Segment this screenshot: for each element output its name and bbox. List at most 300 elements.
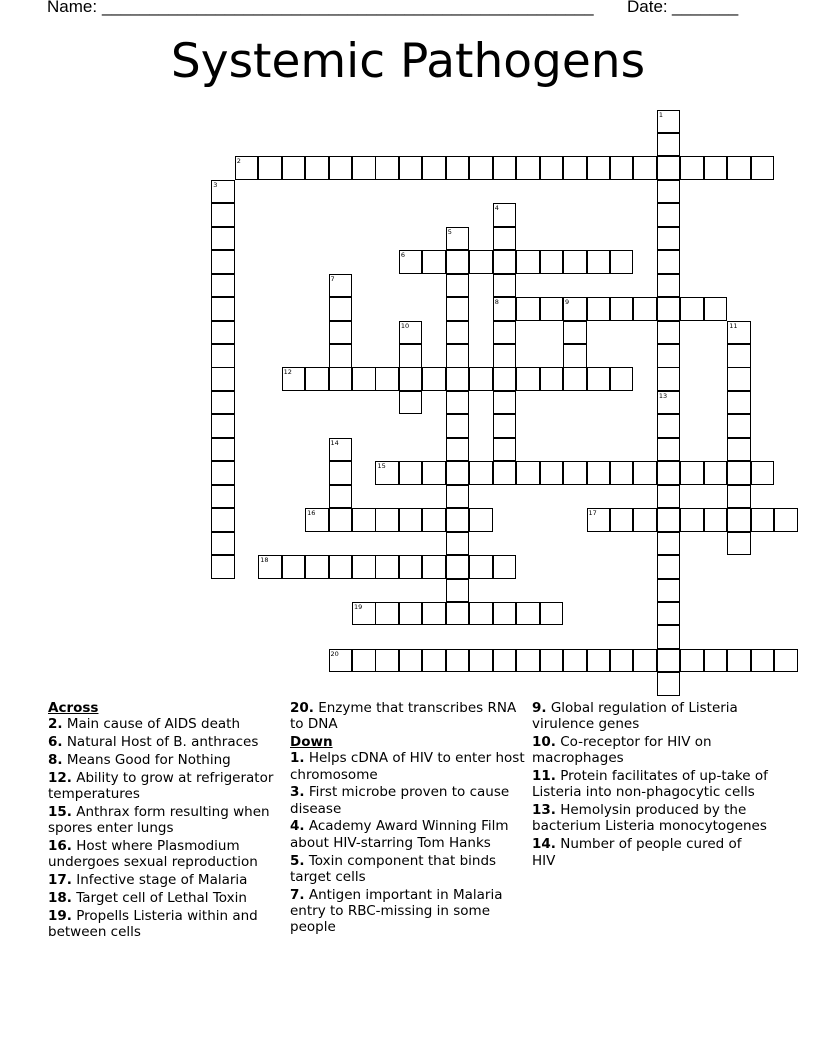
clue-text: Helps cDNA of HIV to enter host chromosome	[290, 750, 525, 783]
grid-cell[interactable]	[446, 250, 470, 274]
grid-cell[interactable]	[540, 297, 564, 321]
grid-cell[interactable]	[657, 133, 681, 157]
grid-cell[interactable]	[657, 297, 681, 321]
grid-cell[interactable]	[657, 414, 681, 438]
name-line[interactable]: ____________________________________________________	[102, 0, 594, 16]
clue-column-3	[532, 700, 768, 870]
grid-cell[interactable]	[469, 367, 493, 391]
grid-cell[interactable]	[399, 367, 423, 391]
grid-cell[interactable]	[493, 555, 517, 579]
down-clue	[290, 818, 526, 850]
grid-cell[interactable]	[563, 156, 587, 180]
clue-number-label: 6	[400, 251, 406, 260]
grid-cell[interactable]	[657, 555, 681, 579]
grid-cell[interactable]	[774, 649, 798, 673]
grid-cell[interactable]	[493, 391, 517, 415]
clue-number: 8.	[48, 751, 63, 768]
grid-cell[interactable]	[446, 227, 470, 251]
grid-cell[interactable]	[446, 367, 470, 391]
date-line[interactable]: _______	[672, 0, 739, 16]
grid-cell[interactable]	[680, 156, 704, 180]
grid-cell[interactable]	[399, 461, 423, 485]
grid-cell[interactable]	[446, 579, 470, 603]
grid-cell[interactable]	[727, 438, 751, 462]
grid-cell[interactable]	[422, 555, 446, 579]
grid-cell[interactable]	[563, 649, 587, 673]
clue-number: 16.	[48, 838, 72, 855]
grid-cell[interactable]	[516, 367, 540, 391]
across-clue	[48, 908, 284, 940]
grid-cell[interactable]	[211, 344, 235, 368]
grid-cell[interactable]	[587, 367, 611, 391]
grid-cell[interactable]	[446, 321, 470, 345]
grid-cell[interactable]	[211, 555, 235, 579]
grid-cell[interactable]	[422, 602, 446, 626]
grid-cell[interactable]	[258, 555, 282, 579]
grid-cell[interactable]	[657, 602, 681, 626]
grid-cell[interactable]	[305, 555, 329, 579]
clue-text: Co-receptor for HIV on macrophages	[532, 734, 712, 767]
grid-cell[interactable]	[587, 156, 611, 180]
grid-cell[interactable]	[211, 438, 235, 462]
grid-cell[interactable]	[446, 602, 470, 626]
down-clue	[532, 802, 768, 834]
grid-cell[interactable]	[211, 391, 235, 415]
grid-cell[interactable]	[493, 414, 517, 438]
clue-number-label: 9	[565, 298, 570, 307]
grid-cell[interactable]	[704, 508, 728, 532]
grid-cell[interactable]	[610, 156, 634, 180]
grid-cell[interactable]	[446, 297, 470, 321]
grid-cell[interactable]	[727, 461, 751, 485]
grid-cell[interactable]	[329, 321, 353, 345]
grid-cell[interactable]	[587, 461, 611, 485]
clue-text: Infective stage of Malaria	[76, 872, 248, 889]
grid-cell[interactable]	[399, 555, 423, 579]
grid-cell[interactable]	[704, 649, 728, 673]
grid-cell[interactable]	[610, 297, 634, 321]
clue-number: 5.	[290, 852, 305, 869]
clue-number: 20.	[290, 700, 314, 716]
grid-cell[interactable]	[422, 367, 446, 391]
down-clue-list-continued	[532, 700, 768, 869]
grid-cell[interactable]	[516, 250, 540, 274]
grid-cell[interactable]	[657, 438, 681, 462]
grid-cell[interactable]	[610, 367, 634, 391]
clue-number-label: 15	[377, 462, 386, 471]
grid-cell[interactable]	[399, 649, 423, 673]
clue-number-label: 5	[447, 227, 452, 236]
grid-cell[interactable]	[587, 297, 611, 321]
across-clue-list	[48, 716, 284, 940]
grid-cell[interactable]	[633, 461, 657, 485]
grid-cell[interactable]	[657, 508, 681, 532]
clue-number-label: 3	[213, 180, 218, 189]
grid-cell[interactable]	[493, 602, 517, 626]
clue-number: 1.	[290, 750, 305, 767]
across-clue	[48, 716, 284, 732]
grid-cell[interactable]	[329, 367, 353, 391]
grid-cell[interactable]	[657, 532, 681, 556]
grid-cell[interactable]	[329, 461, 353, 485]
grid-cell[interactable]	[563, 344, 587, 368]
grid-cell[interactable]	[446, 508, 470, 532]
grid-cell[interactable]	[211, 297, 235, 321]
grid-cell[interactable]	[258, 156, 282, 180]
clue-text: Academy Award Winning Film about HIV-starring Tom Hanks	[290, 818, 509, 851]
grid-cell[interactable]	[493, 274, 517, 298]
clue-number-label: 7	[330, 274, 335, 283]
grid-cell[interactable]	[211, 367, 235, 391]
grid-cell[interactable]	[493, 367, 517, 391]
grid-cell[interactable]	[657, 321, 681, 345]
page-title: Systemic Pathogens	[170, 34, 646, 89]
down-heading: Down	[290, 734, 333, 751]
grid-cell[interactable]	[375, 555, 399, 579]
grid-cell[interactable]	[657, 227, 681, 251]
grid-cell[interactable]	[493, 649, 517, 673]
grid-cell[interactable]	[727, 649, 751, 673]
grid-cell[interactable]	[422, 649, 446, 673]
clue-number: 15.	[48, 803, 72, 820]
grid-cell[interactable]	[727, 344, 751, 368]
grid-cell[interactable]	[352, 367, 376, 391]
clue-number-label: 13	[658, 391, 668, 400]
grid-cell[interactable]	[657, 485, 681, 509]
down-clue	[532, 700, 768, 732]
grid-cell[interactable]	[305, 508, 329, 532]
across-clue	[48, 804, 284, 836]
grid-cell[interactable]	[305, 156, 329, 180]
grid-cell[interactable]	[563, 297, 587, 321]
grid-cell[interactable]	[211, 485, 235, 509]
grid-cell[interactable]	[610, 461, 634, 485]
grid-cell[interactable]	[469, 602, 493, 626]
grid-cell[interactable]	[375, 461, 399, 485]
grid-cell[interactable]	[211, 532, 235, 556]
grid-cell[interactable]	[657, 579, 681, 603]
grid-cell[interactable]	[375, 367, 399, 391]
grid-cell[interactable]	[751, 461, 775, 485]
grid-cell[interactable]	[540, 367, 564, 391]
clue-number: 12.	[48, 769, 72, 786]
grid-cell[interactable]	[493, 227, 517, 251]
down-clue-list	[290, 750, 526, 935]
clue-number: 19.	[48, 907, 72, 924]
grid-cell[interactable]	[211, 227, 235, 251]
clue-number: 11.	[532, 768, 556, 785]
grid-cell[interactable]	[211, 321, 235, 345]
grid-cell[interactable]	[680, 649, 704, 673]
clue-number: 18.	[48, 890, 72, 907]
grid-cell[interactable]	[469, 555, 493, 579]
grid-cell[interactable]	[399, 156, 423, 180]
grid-cell[interactable]	[446, 461, 470, 485]
grid-cell[interactable]	[305, 367, 329, 391]
down-clue	[290, 887, 526, 936]
grid-cell[interactable]	[422, 461, 446, 485]
grid-cell[interactable]	[399, 344, 423, 368]
clue-number: 9.	[532, 700, 547, 716]
grid-cell[interactable]	[727, 508, 751, 532]
grid-cell[interactable]	[375, 649, 399, 673]
grid-cell[interactable]	[446, 274, 470, 298]
grid-cell[interactable]	[657, 250, 681, 274]
grid-cell[interactable]	[610, 250, 634, 274]
clue-number-label: 1	[658, 110, 663, 119]
clue-text: Means Good for Nothing	[66, 751, 231, 768]
clue-number-label: 14	[330, 438, 339, 447]
clue-number-label: 12	[283, 368, 292, 377]
grid-cell[interactable]	[540, 649, 564, 673]
clue-text: Target cell of Lethal Toxin	[76, 890, 247, 907]
across-clue	[48, 770, 284, 802]
grid-cell[interactable]	[727, 367, 751, 391]
grid-cell[interactable]	[446, 555, 470, 579]
grid-cell[interactable]	[657, 180, 681, 204]
grid-cell[interactable]	[282, 555, 306, 579]
clue-number: 6.	[48, 734, 63, 751]
grid-cell[interactable]	[469, 250, 493, 274]
grid-cell[interactable]	[774, 508, 798, 532]
grid-cell[interactable]	[657, 203, 681, 227]
grid-cell[interactable]	[540, 250, 564, 274]
grid-cell[interactable]	[657, 649, 681, 673]
grid-cell[interactable]	[493, 250, 517, 274]
clue-text: Main cause of AIDS death	[66, 716, 241, 733]
grid-cell[interactable]	[329, 156, 353, 180]
grid-cell[interactable]	[540, 156, 564, 180]
across-heading: Across	[48, 700, 99, 716]
grid-cell[interactable]	[610, 508, 634, 532]
grid-cell[interactable]	[657, 461, 681, 485]
clue-text: Toxin component that binds target cells	[290, 852, 497, 885]
grid-cell[interactable]	[657, 156, 681, 180]
grid-cell[interactable]	[399, 602, 423, 626]
grid-cell[interactable]	[375, 156, 399, 180]
grid-cell[interactable]	[329, 438, 353, 462]
clue-text: Anthrax form resulting when spores enter lungs	[48, 803, 270, 837]
clue-text: Antigen important in Malaria entry to RBC-missing in some people	[290, 886, 503, 936]
grid-cell[interactable]	[633, 156, 657, 180]
clue-number-label: 16	[307, 509, 316, 518]
grid-cell[interactable]	[329, 297, 353, 321]
clue-number-label: 2	[236, 157, 241, 166]
grid-cell[interactable]	[282, 156, 306, 180]
grid-cell[interactable]	[680, 461, 704, 485]
clue-number: 2.	[48, 716, 63, 733]
grid-cell[interactable]	[493, 438, 517, 462]
grid-cell[interactable]	[469, 461, 493, 485]
grid-cell[interactable]	[727, 391, 751, 415]
clue-number: 14.	[532, 836, 556, 853]
grid-cell[interactable]	[657, 625, 681, 649]
grid-cell[interactable]	[352, 508, 376, 532]
grid-cell[interactable]	[493, 344, 517, 368]
clue-text: Propells Listeria within and between cells	[48, 907, 258, 941]
grid-cell[interactable]	[329, 555, 353, 579]
clue-number-label: 10	[400, 321, 410, 330]
clue-text: Hemolysin produced by the bacterium Listeria monocytogenes	[532, 802, 767, 835]
grid-cell[interactable]	[329, 485, 353, 509]
grid-cell[interactable]	[422, 156, 446, 180]
grid-cell[interactable]	[704, 297, 728, 321]
clue-text: Number of people cured of HIV	[532, 836, 742, 869]
grid-cell[interactable]	[329, 274, 353, 298]
clue-number-label: 19	[354, 602, 363, 611]
grid-cell[interactable]	[446, 532, 470, 556]
clue-text: Host where Plasmodium undergoes sexual reproduction	[48, 838, 258, 871]
grid-cell[interactable]	[563, 461, 587, 485]
grid-cell[interactable]	[540, 602, 564, 626]
grid-cell[interactable]	[657, 672, 681, 696]
grid-cell[interactable]	[446, 438, 470, 462]
grid-cell[interactable]	[563, 250, 587, 274]
grid-cell[interactable]	[563, 367, 587, 391]
grid-cell[interactable]	[727, 485, 751, 509]
clue-text: First microbe proven to cause disease	[290, 784, 510, 817]
grid-cell[interactable]	[352, 555, 376, 579]
clue-text: Ability to grow at refrigerator temperatures	[48, 769, 274, 803]
grid-cell[interactable]	[352, 602, 376, 626]
grid-cell[interactable]	[446, 414, 470, 438]
across-clue	[290, 700, 526, 732]
clue-number: 10.	[532, 734, 556, 751]
grid-cell[interactable]	[657, 367, 681, 391]
grid-cell[interactable]	[727, 532, 751, 556]
grid-cell[interactable]	[493, 156, 517, 180]
grid-cell[interactable]	[657, 391, 681, 415]
across-clue	[48, 890, 284, 906]
grid-cell[interactable]	[422, 508, 446, 532]
clue-number: 7.	[290, 886, 305, 903]
grid-cell[interactable]	[211, 461, 235, 485]
grid-cell[interactable]	[493, 203, 517, 227]
grid-cell[interactable]	[563, 321, 587, 345]
clue-number-label: 17	[588, 509, 597, 518]
down-clue	[290, 784, 526, 816]
name-label: Name:	[47, 0, 98, 16]
grid-cell[interactable]	[446, 344, 470, 368]
grid-cell[interactable]	[211, 508, 235, 532]
clue-column-1	[48, 700, 284, 942]
grid-cell[interactable]	[329, 508, 353, 532]
across-clue	[48, 872, 284, 888]
clue-number-label: 18	[260, 556, 269, 565]
across-clue	[48, 838, 284, 870]
grid-cell[interactable]	[516, 649, 540, 673]
grid-cell[interactable]	[680, 297, 704, 321]
grid-cell[interactable]	[469, 508, 493, 532]
grid-cell[interactable]	[211, 414, 235, 438]
grid-cell[interactable]	[516, 156, 540, 180]
grid-cell[interactable]	[516, 297, 540, 321]
grid-cell[interactable]	[610, 649, 634, 673]
grid-cell[interactable]	[211, 274, 235, 298]
grid-cell[interactable]	[587, 649, 611, 673]
clue-number: 17.	[48, 872, 72, 889]
grid-cell[interactable]	[751, 156, 775, 180]
grid-cell[interactable]	[657, 274, 681, 298]
across-clue	[48, 734, 284, 750]
grid-cell[interactable]	[657, 344, 681, 368]
grid-cell[interactable]	[375, 602, 399, 626]
clue-text: Enzyme that transcribes RNA to DNA	[290, 700, 517, 733]
grid-cell[interactable]	[469, 156, 493, 180]
grid-cell[interactable]	[352, 649, 376, 673]
grid-cell[interactable]	[751, 649, 775, 673]
down-clue	[532, 734, 768, 766]
grid-cell[interactable]	[399, 391, 423, 415]
grid-cell[interactable]	[704, 156, 728, 180]
grid-cell[interactable]	[633, 297, 657, 321]
grid-cell[interactable]	[329, 649, 353, 673]
grid-cell[interactable]	[633, 649, 657, 673]
clue-number-label: 4	[494, 204, 499, 213]
grid-cell[interactable]	[587, 250, 611, 274]
grid-cell[interactable]	[422, 250, 446, 274]
down-clue	[290, 750, 526, 782]
grid-cell[interactable]	[446, 649, 470, 673]
grid-cell[interactable]	[211, 180, 235, 204]
grid-cell[interactable]	[493, 321, 517, 345]
grid-cell[interactable]	[329, 344, 353, 368]
down-clue	[532, 768, 768, 800]
grid-cell[interactable]	[446, 156, 470, 180]
clue-number-label: 8	[494, 298, 499, 307]
grid-cell[interactable]	[211, 250, 235, 274]
grid-cell[interactable]	[375, 508, 399, 532]
grid-cell[interactable]	[446, 391, 470, 415]
grid-cell[interactable]	[446, 485, 470, 509]
grid-cell[interactable]	[493, 461, 517, 485]
grid-cell[interactable]	[469, 649, 493, 673]
clue-number: 4.	[290, 818, 305, 835]
clue-number-label: 20	[330, 649, 339, 658]
grid-cell[interactable]	[751, 508, 775, 532]
grid-cell[interactable]	[211, 203, 235, 227]
down-clue	[532, 836, 768, 868]
grid-cell[interactable]	[704, 461, 728, 485]
grid-cell[interactable]	[587, 508, 611, 532]
grid-cell[interactable]	[399, 508, 423, 532]
grid-cell[interactable]	[516, 602, 540, 626]
clue-number-label: 11	[729, 321, 738, 330]
clue-number: 13.	[532, 802, 556, 819]
grid-cell[interactable]	[516, 461, 540, 485]
grid-cell[interactable]	[352, 156, 376, 180]
grid-cell[interactable]	[235, 156, 259, 180]
grid-cell[interactable]	[727, 414, 751, 438]
grid-cell[interactable]	[633, 508, 657, 532]
grid-cell[interactable]	[399, 321, 423, 345]
grid-cell[interactable]	[282, 367, 306, 391]
clue-column-2	[290, 700, 526, 937]
grid-cell[interactable]	[727, 321, 751, 345]
down-clue	[290, 853, 526, 885]
clue-text: Natural Host of B. anthraces	[66, 734, 259, 751]
across-clue	[48, 752, 284, 768]
grid-cell[interactable]	[657, 110, 681, 134]
grid-cell[interactable]	[493, 297, 517, 321]
grid-cell[interactable]	[399, 250, 423, 274]
across-clue-list-continued	[290, 700, 526, 732]
grid-cell[interactable]	[727, 156, 751, 180]
date-label: Date:	[627, 0, 668, 16]
grid-cell[interactable]	[540, 461, 564, 485]
clue-text: Global regulation of Listeria virulence genes	[532, 700, 738, 733]
grid-cell[interactable]	[680, 508, 704, 532]
